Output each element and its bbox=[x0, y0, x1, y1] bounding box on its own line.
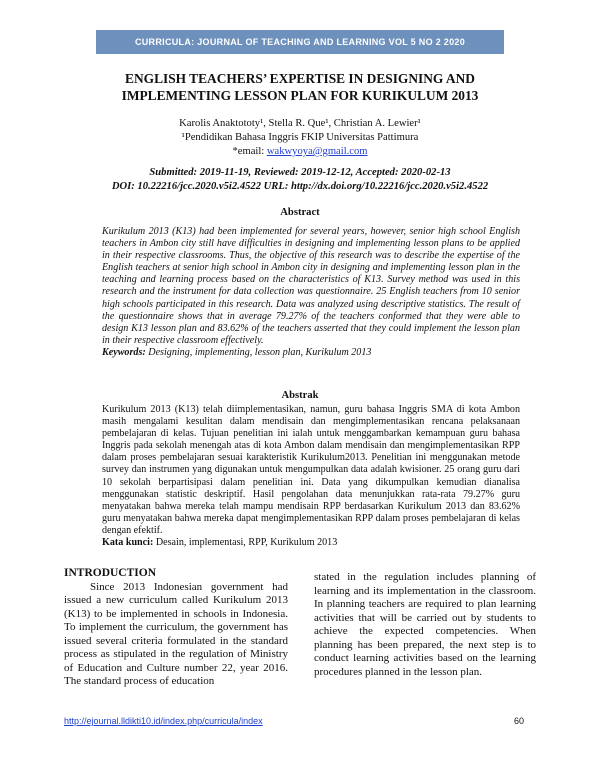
reviewed-date: 2019-12-12, bbox=[298, 167, 356, 178]
body-left-column bbox=[64, 567, 288, 689]
paper-title-line-2: IMPLEMENTING LESSON PLAN FOR KURIKULUM 2013 bbox=[121, 88, 479, 103]
kata-kunci-values: Desain, implementasi, RPP, Kurikulum 2013 bbox=[153, 537, 338, 549]
affiliation: ¹Pendidikan Bahasa Inggris FKIP Universitas Pattimura bbox=[181, 132, 419, 143]
footer-journal-link[interactable]: http://ejournal.lldikti10.id/index.php/curricula/index bbox=[64, 716, 263, 726]
paper-title bbox=[60, 70, 540, 104]
abstract-english bbox=[102, 226, 520, 359]
journal-banner bbox=[96, 30, 504, 54]
doi-line bbox=[0, 181, 600, 192]
email-link[interactable]: wakwyoya@gmail.com bbox=[266, 146, 368, 157]
introduction-paragraph-left: Since 2013 Indonesian government had issued a new curriculum called Kurikulum 2013 (K13) to be implemented in schools in Indonesia. To implement the curriculum, the government has issued several criteria formulated in the standard process as stipulated in the regulation of Ministry of Education and Culture number 22, year 2016. The standard process of education bbox=[64, 580, 288, 687]
keywords-values: Designing, implementing, lesson plan, Kurikulum 2013 bbox=[145, 346, 372, 358]
abstract-keywords bbox=[102, 347, 520, 359]
accepted-date: 2020-02-13 bbox=[398, 167, 451, 178]
introduction-paragraph-right: stated in the regulation includes planning of learning and its implementation in the classroom. In planning teachers are required to plan learning activities that will be carried out by students to achieve the expected competencies. When planning has been prepared, the next step is to conduct learning activities based on the learning procedures planned in the lesson plan. bbox=[314, 571, 536, 678]
abstract-english-text: Kurikulum 2013 (K13) had been implemented for several years, however, senior high school English teachers in Ambon city still have difficulties in designing and implementing lesson plans to be applied in their respective classrooms. Thus, the objective of this research was to describe the expertise of the English teachers at senior high school in Ambon city in designing and implementing lesson plan in the teaching and learning process based on the characteristics of K13. Survey method was used in this research and the instrument for data collection was questionnaire. 25 English teachers from 10 senior high schools participated in this research. Data was analyzed using descriptive statistics. The result of the questionnaire shows that in average 79.27% of the teachers conformed that they were able to design K13 lesson plan and 83.62% of the teachers asserted that they could implement the lesson plan in their respective classroom effectively. bbox=[102, 226, 520, 346]
doi-text: DOI: 10.22216/jcc.2020.v5i2.4522 URL: http://dx.doi.org/10.22216/jcc.2020.v5i2.4522 bbox=[111, 181, 489, 192]
page-number: 60 bbox=[514, 716, 525, 726]
paper-title-line-1: ENGLISH TEACHERS’ EXPERTISE IN DESIGNING AND bbox=[125, 71, 475, 86]
authors: Karolis Anaktototy¹, Stella R. Que¹, Christian A. Lewier¹ bbox=[179, 118, 421, 129]
abstrak-keywords bbox=[102, 537, 520, 549]
keywords-label: Keywords: bbox=[102, 346, 146, 358]
abstract-indonesian bbox=[102, 404, 520, 549]
introduction-heading: INTRODUCTION bbox=[64, 567, 157, 579]
email-prefix: *email: bbox=[232, 146, 267, 157]
journal-banner-text: CURRICULA: JOURNAL OF TEACHING AND LEARNING VOL 5 NO 2 2020 bbox=[134, 37, 466, 47]
body-right-column bbox=[314, 571, 536, 679]
submitted-date: 2019-11-19, bbox=[197, 167, 254, 178]
accepted-label: Accepted: bbox=[355, 167, 399, 178]
abstrak-heading: Abstrak bbox=[281, 390, 319, 401]
email-line bbox=[0, 146, 600, 157]
submission-dates bbox=[0, 167, 600, 178]
abstract-indonesian-text: Kurikulum 2013 (K13) telah diimplementasikan, namun, guru bahasa Inggris SMA di kota Ambon masih mengalami kesulitan dalam mendisain dan mengimplementasikan rencana pelaksanaan pembelajaran di kelas. Tujuan penelitian ini ialah untuk menggambarkan kemampuan guru bahasa Inggris pada sekolah menengah atas di kota Ambon dalam mendisain dan mengimplementasikan RPP dalam proses pembelajaran sesuai karakteristik Kurikulum2013. Penelitian ini menggunakan metode survey dan instrumen yang digunakan untuk mengumpulkan data adalah kwisioner. 25 orang guru dari 10 sekolah berpartisipasi dalam penelitian ini. Data yang dikumpulkan kemudian dianalisa menggunakan statistic deskriptif. Hasil pengolahan data menunjukkan rata-rata 79.27% guru menyatakan bahwa mereka telah mampu mendisain RPP berdasarkan Kurikulum 2013 dan 83.62% guru menyatakan bahwa mereka dapat mengimplementasikan RPP dalam proses pembelajaran di kelas dengan efektif. bbox=[102, 404, 520, 536]
abstract-heading: Abstract bbox=[280, 207, 320, 218]
submitted-label: Submitted: bbox=[149, 167, 198, 178]
reviewed-label: Reviewed: bbox=[253, 167, 299, 178]
kata-kunci-label: Kata kunci: bbox=[102, 537, 154, 549]
